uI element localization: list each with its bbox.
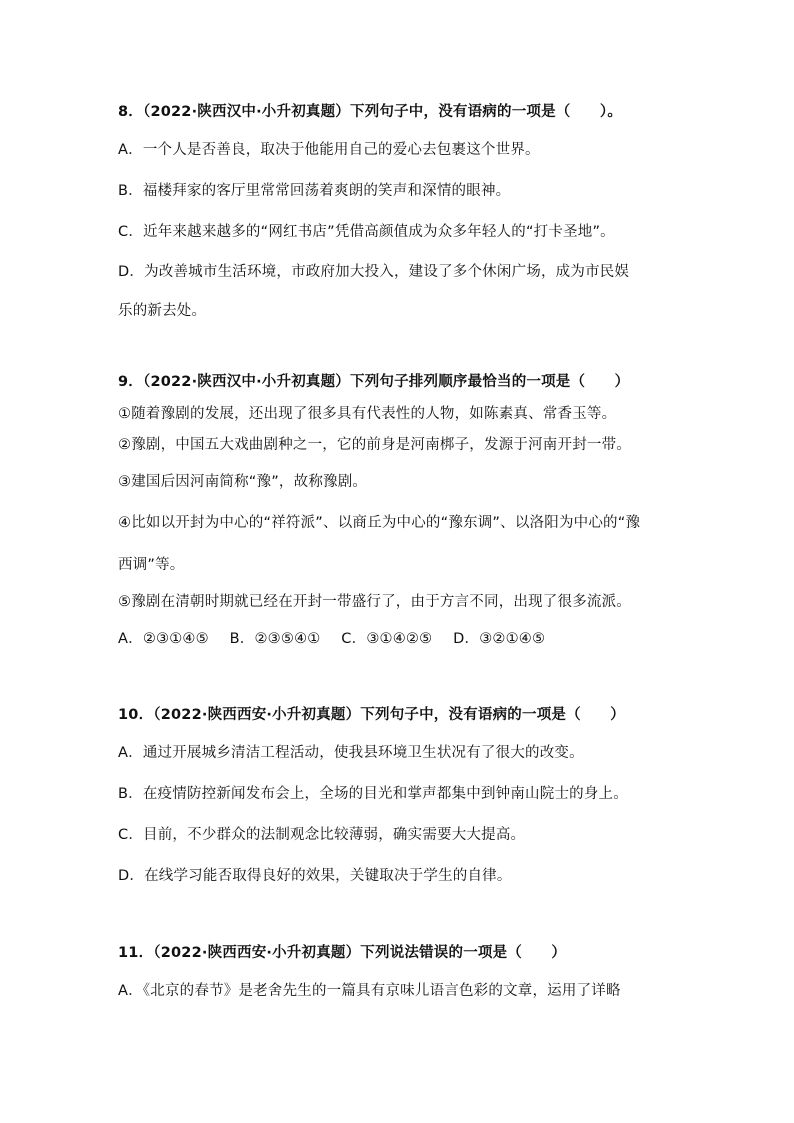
question-9-sentence-1: ①随着豫剧的发展，还出现了很多具有代表性的人物，如陈素真、常香玉等。: [118, 406, 617, 422]
question-9-title: 9．（2022·陕西汉中·小升初真题）下列句子排列顺序最恰当的一项是（ ）: [118, 374, 630, 390]
question-10-title: 10．（2022·陕西西安·小升初真题）下列句子中，没有语病的一项是（ ）: [118, 707, 625, 723]
question-9-options: [118, 629, 678, 649]
question-9-sentence-4-cont: 西调”等。: [118, 557, 185, 573]
question-8-option-d: D．为改善城市生活环境，市政府加大投入，建设了多个休闲广场，成为市民娱: [118, 264, 630, 280]
question-8-option-c: C．近年来越来越多的“网红书店”凭借高颜值成为众多年轻人的“打卡圣地”。: [118, 224, 615, 240]
question-9-option-c: C．③①④②⑤: [341, 631, 433, 647]
question-8-option-b: B．福楼拜家的客厅里常常回荡着爽朗的笑声和深情的眼神。: [118, 183, 511, 199]
question-9-sentence-5: ⑤豫剧在清朝时期就已经在开封一带盛行了，由于方言不同，出现了很多流派。: [118, 594, 631, 610]
question-9-option-b: B．②③⑤④①: [229, 631, 321, 647]
question-10-option-d: D．在线学习能否取得良好的效果，关键取决于学生的自律。: [118, 868, 512, 884]
question-9-sentence-4: ④比如以开封为中心的“祥符派”、以商丘为中心的“豫东调”、以洛阳为中心的“豫: [118, 515, 641, 531]
question-8-title: 8．（2022·陕西汉中·小升初真题）下列句子中，没有语病的一项是（ ）。: [118, 104, 623, 120]
question-10-option-a: A．通过开展城乡清洁工程活动，使我县环境卫生状况有了很大的改变。: [118, 745, 584, 761]
question-9-sentence-2: ②豫剧，中国五大戏曲剧种之一，它的前身是河南梆子，发源于河南开封一带。: [118, 437, 631, 453]
question-9-sentence-3: ③建国后因河南简称“豫”，故称豫剧。: [118, 474, 368, 490]
question-10-option-b: B．在疫情防控新闻发布会上，全场的目光和掌声都集中到钟南山院士的身上。: [118, 786, 628, 802]
question-10-option-c: C．目前，不少群众的法制观念比较薄弱，确实需要大大提高。: [118, 827, 526, 843]
question-9-option-a: A．②③①④⑤: [118, 631, 209, 647]
question-11-option-a: A．《北京的春节》是老舍先生的一篇具有京味儿语言色彩的文章，运用了详略: [118, 983, 621, 999]
question-8-option-d-cont: 乐的新去处。: [118, 303, 207, 319]
question-11-title: 11．（2022·陕西西安·小升初真题）下列说法错误的一项是（ ）: [118, 945, 567, 961]
question-9-option-d: D．③②①④⑤: [453, 631, 546, 647]
question-8-option-a: A．一个人是否善良，取决于他能用自己的爱心去包裹这个世界。: [118, 142, 540, 158]
